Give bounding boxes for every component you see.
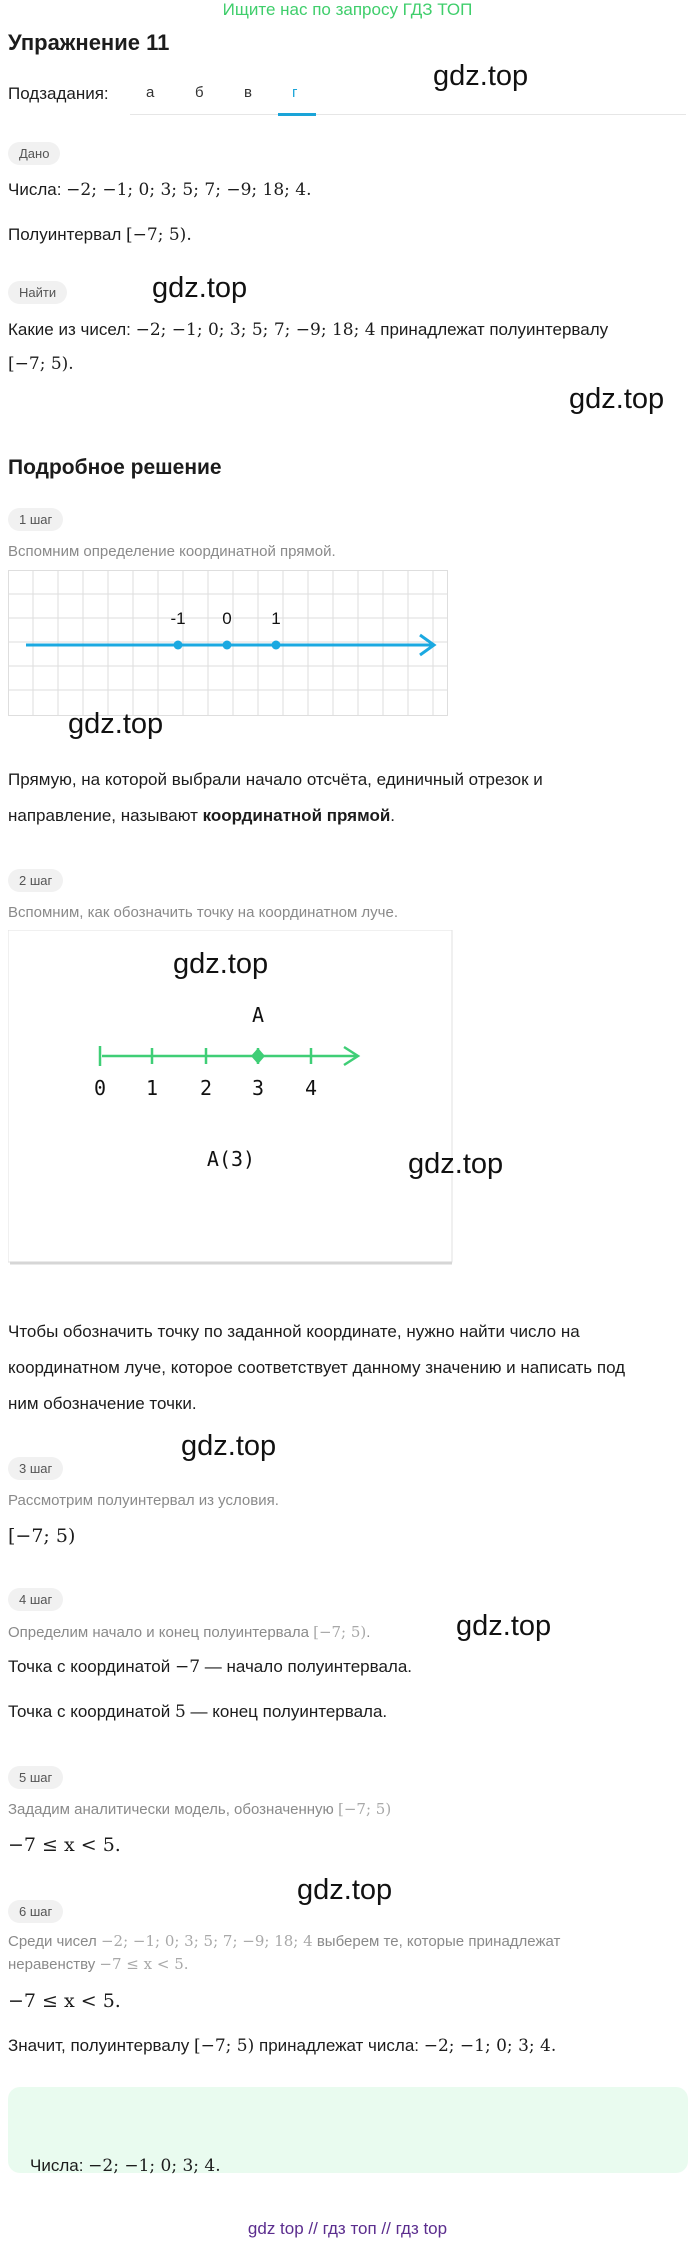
step6-hint-line2: неравенству −7 ≤ x < 5. (8, 1955, 189, 1973)
point-minus-one (174, 641, 183, 650)
tick-label: 4 (304, 1076, 318, 1100)
given-label: Дано (8, 142, 60, 165)
solution-title: Подробное решение (8, 456, 222, 479)
tick-label: 3 (251, 1076, 265, 1100)
step6-conclusion: Значит, полуинтервалу [−7; 5) принадлежат числа: −2; −1; 0; 3; 4. (8, 2036, 557, 2056)
watermark: gdz.top (152, 272, 248, 304)
subtasks-label: Подзадания: (8, 84, 109, 103)
point-a-label: A (251, 1003, 265, 1027)
step1-label: 1 шаг (8, 508, 63, 531)
subtask-tab-g[interactable]: г (292, 84, 298, 101)
given-interval: Полуинтервал [−7; 5). (8, 225, 192, 245)
step2-label: 2 шаг (8, 869, 63, 892)
point-one (272, 641, 281, 650)
step2-text-line1: Чтобы обозначить точку по заданной координате, нужно найти число на (8, 1322, 580, 1341)
given-numbers: Числа: −2; −1; 0; 3; 5; 7; −9; 18; 4. (8, 180, 312, 200)
tick-label: 0 (93, 1076, 107, 1100)
step3-hint: Рассмотрим полуинтервал из условия. (8, 1492, 279, 1509)
answer-text: Числа: −2; −1; 0; 3; 4. (30, 2156, 221, 2176)
step2-text-line3: ним обозначение точки. (8, 1394, 197, 1413)
step3-label: 3 шаг (8, 1457, 63, 1480)
step4-hint: Определим начало и конец полуинтервала [−7; 5). (8, 1623, 371, 1641)
tick-label: 1 (271, 609, 281, 628)
step1-hint: Вспомним определение координатной прямой. (8, 543, 336, 560)
watermark: gdz.top (68, 708, 164, 740)
step2-hint: Вспомним, как обозначить точку на координатном луче. (8, 904, 398, 921)
subtask-tab-b[interactable]: б (195, 84, 204, 101)
subtasks-divider (130, 114, 686, 115)
tick-label: -1 (170, 609, 186, 628)
subtask-tab-a[interactable]: а (146, 84, 155, 101)
step2-text-line2: координатном луче, которое соответствует данному значению и написать под (8, 1358, 626, 1377)
watermark: gdz.top (456, 1610, 552, 1642)
tick-label: 0 (222, 609, 232, 628)
step6-label: 6 шаг (8, 1900, 63, 1923)
point-caption: A(3) (206, 1147, 256, 1171)
find-question: Какие из чисел: −2; −1; 0; 3; 5; 7; −9; 18; 4 принадлежат полуинтервалу (8, 320, 609, 340)
step4-line2: Точка с координатой 5 — конец полуинтервала. (8, 1702, 388, 1722)
watermark: gdz.top (181, 1430, 277, 1462)
top-banner: Ищите нас по запросу ГДЗ ТОП (222, 0, 473, 19)
watermark: gdz.top (173, 948, 269, 980)
step1-definition-line1: Прямую, на которой выбрали начало отсчёта, единичный отрезок и (8, 770, 543, 789)
find-label: Найти (8, 281, 67, 304)
step6-inequality: −7 ≤ x < 5. (8, 1990, 121, 2012)
step5-inequality: −7 ≤ x < 5. (8, 1834, 121, 1856)
subtask-tab-v[interactable]: в (244, 84, 252, 101)
page-title: Упражнение 11 (8, 30, 170, 55)
coordinate-line-figure (8, 570, 448, 716)
tick-label: 2 (199, 1076, 213, 1100)
step5-hint: Зададим аналитически модель, обозначенную [−7; 5) (8, 1800, 392, 1818)
footer-links[interactable]: gdz top // гдз топ // гдз top (247, 2219, 448, 2238)
step6-hint-line1: Среди чисел −2; −1; 0; 3; 5; 7; −9; 18; 4 выберем те, которые принадлежат (8, 1932, 561, 1950)
step4-label: 4 шаг (8, 1588, 63, 1611)
tick-label: 1 (145, 1076, 159, 1100)
step3-interval: [−7; 5) (8, 1525, 76, 1547)
watermark: gdz.top (433, 60, 529, 92)
subtask-active-indicator (278, 113, 316, 116)
step5-label: 5 шаг (8, 1766, 63, 1789)
step4-line1: Точка с координатой −7 — начало полуинтервала. (8, 1657, 413, 1677)
watermark: gdz.top (297, 1874, 393, 1906)
find-interval: [−7; 5). (8, 354, 74, 374)
watermark: gdz.top (569, 383, 665, 415)
watermark: gdz.top (408, 1148, 504, 1180)
point-zero (223, 641, 232, 650)
step1-definition-line2: направление, называют координатной прямой. (8, 806, 396, 825)
